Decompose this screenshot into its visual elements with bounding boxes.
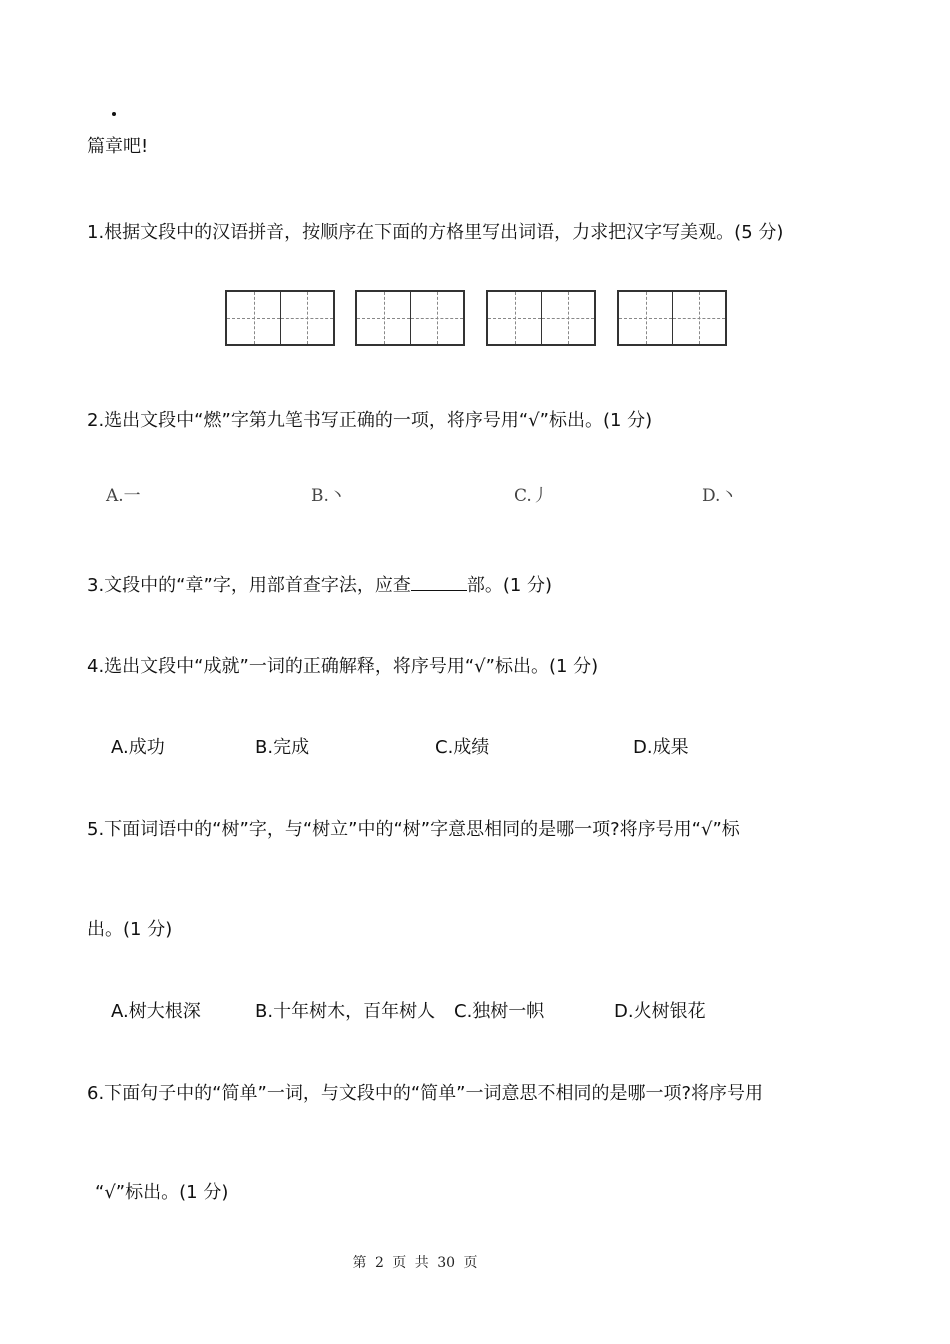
emphasis-dot [112, 112, 116, 116]
question-3-text: 3.文段中的“章”字，用部首查字法，应查 [87, 575, 411, 596]
intro-text: 篇章吧! [87, 136, 149, 157]
q5-option-c[interactable]: C.独树一帜 [454, 1001, 545, 1022]
grid-cell[interactable] [619, 292, 672, 344]
writing-grid-2[interactable] [355, 290, 465, 346]
answer-blank[interactable] [411, 576, 467, 591]
question-5-line-2: 出。(1 分) [87, 919, 173, 940]
page-footer: 第 2 页 共 30 页 [352, 1255, 478, 1271]
q5-option-a[interactable]: A.树大根深 [111, 1001, 201, 1022]
question-5-line-1: 5.下面词语中的“树”字，与“树立”中的“树”字意思相同的是哪一项?将序号用“√”标 [87, 819, 740, 840]
grid-cell[interactable] [541, 292, 594, 344]
q4-option-b[interactable]: B.完成 [255, 737, 310, 758]
question-2: 2.选出文段中“燃”字第九笔书写正确的一项，将序号用“√”标出。(1 分) [87, 410, 653, 431]
q5-option-b[interactable]: B.十年树木，百年树人 [255, 1001, 436, 1022]
question-4: 4.选出文段中“成就”一词的正确解释，将序号用“√”标出。(1 分) [87, 656, 599, 677]
grid-cell[interactable] [357, 292, 410, 344]
q5-option-d[interactable]: D.火树银花 [614, 1001, 706, 1022]
grid-cell[interactable] [672, 292, 725, 344]
grid-cell[interactable] [488, 292, 541, 344]
question-6-line-1: 6.下面句子中的“简单”一词，与文段中的“简单”一词意思不相同的是哪一项?将序号用 [87, 1083, 764, 1104]
q4-option-a[interactable]: A.成功 [111, 737, 165, 758]
writing-grid-1[interactable] [225, 290, 335, 346]
writing-grid-3[interactable] [486, 290, 596, 346]
question-3 [87, 576, 552, 595]
writing-grid-4[interactable] [617, 290, 727, 346]
q2-option-b[interactable]: B.丶 [311, 486, 346, 506]
question-1: 1.根据文段中的汉语拼音，按顺序在下面的方格里写出词语，力求把汉字写美观。(5 分) [87, 222, 784, 243]
grid-cell[interactable] [280, 292, 333, 344]
question-3-suffix: 部。(1 分) [466, 575, 553, 596]
q2-option-c[interactable]: C.丿 [514, 486, 549, 506]
q4-option-c[interactable]: C.成绩 [435, 737, 490, 758]
grid-cell[interactable] [227, 292, 280, 344]
question-6-line-2: “√”标出。(1 分) [95, 1182, 229, 1203]
q2-option-d[interactable]: D.丶 [702, 486, 738, 506]
grid-cell[interactable] [410, 292, 463, 344]
q2-option-a[interactable]: A.一 [106, 486, 141, 506]
q4-option-d[interactable]: D.成果 [633, 737, 689, 758]
